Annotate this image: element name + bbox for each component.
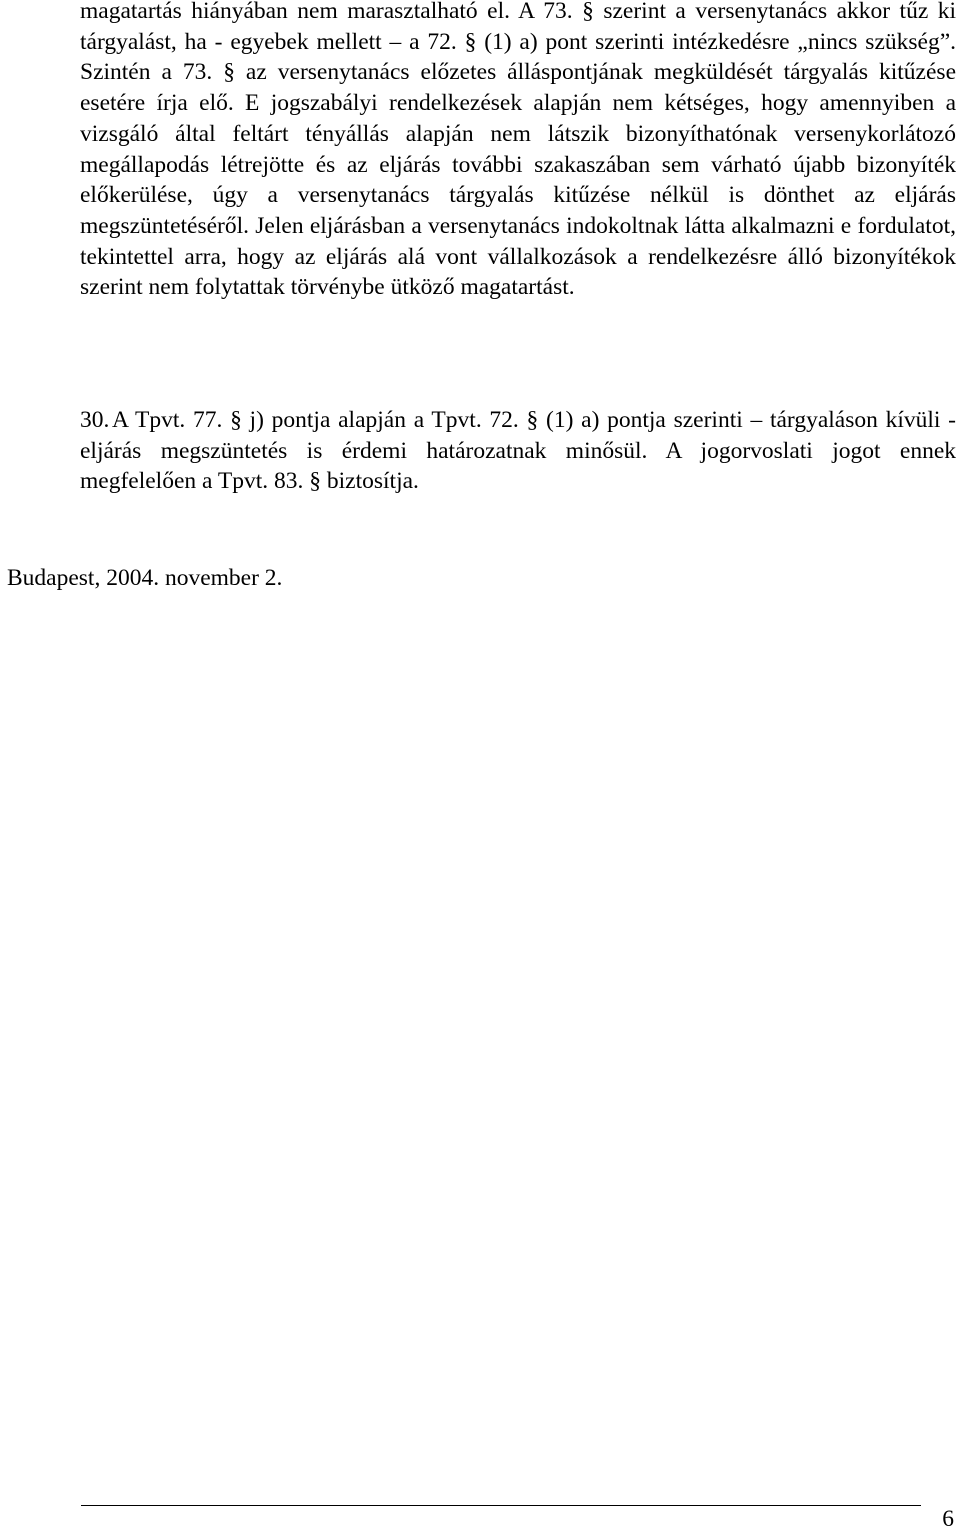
body-paragraph: magatartás hiányában nem marasztalható el. A 73. § szerint a versenytanács akkor tűz ki tárgyalást, ha - egyebek mellett – a 72. § (1) a) pont szerinti intézkedésre „nincs szükség”. Szintén a 73. § az versenytanács előzetes álláspontjának megküldését tárgyalás kitűzése esetére írja elő. E jogszabályi rendelkezések alapján nem kétséges, hogy amennyiben a vizsgáló által feltárt tényállás alapján nem látszik bizonyíthatónak versenykorlátozó megállapodás létrejötte és az eljárás további szakaszában sem várható újabb bizonyíték előkerülése, úgy a versenytanács tárgyalás kitűzése nélkül is dönthet az eljárás megszüntetéséről. Jelen eljárásban a versenytanács indokoltnak látta alkalmazni e fordulatot, tekintettel arra, hogy az eljárás alá vont vállalkozások a rendelkezésre álló bizonyítékok szerint nem folytattak törvénybe ütköző magatartást. [80,0,956,301]
item-text: A Tpvt. 77. § j) pontja alapján a Tpvt. 72. § (1) a) pontja szerinti – tárgyaláson kívüli - eljárás megszüntetés is érdemi határozatnak minősül. A jogorvoslati jogot ennek megfelelően a Tpvt. 83. § biztosítja. [80,407,956,495]
footer-divider [81,1505,921,1506]
place-and-date: Budapest, 2004. november 2. [7,565,283,591]
item-number: 30. [80,407,110,433]
page-number: 6 [942,1506,954,1532]
numbered-item-30 [80,405,956,497]
